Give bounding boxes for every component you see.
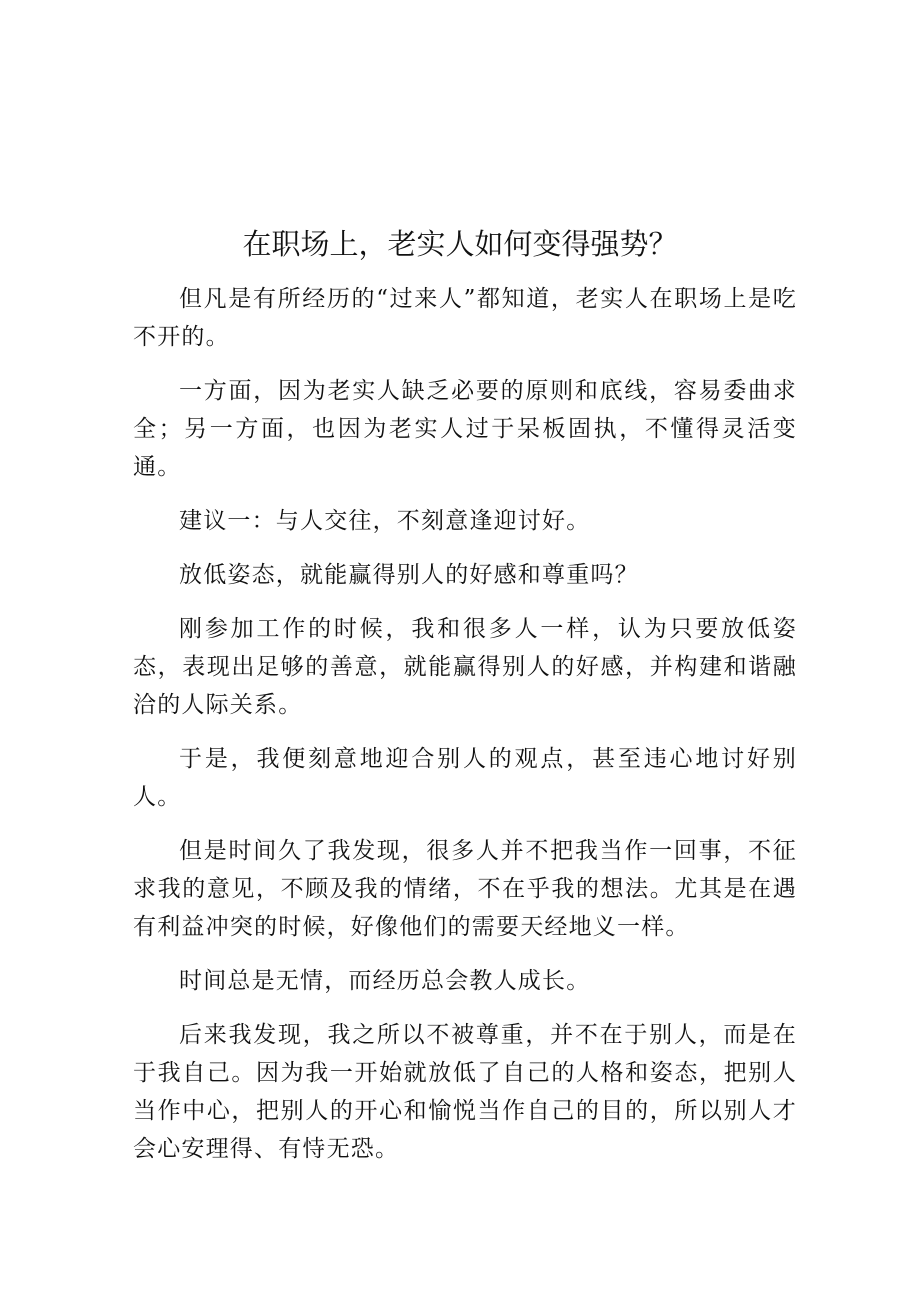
document-body bbox=[133, 280, 797, 1184]
paragraph: 时间总是无情，而经历总会教人成长。 bbox=[179, 968, 591, 994]
paragraph: 但凡是有所经历的“过来人”都知道，老实人在职场上是吃不开的。 bbox=[133, 286, 797, 350]
paragraph: 一方面，因为老实人缺乏必要的原则和底线，容易委曲求全；另一方面，也因为老实人过于呆板固执，不懂得灵活变通。 bbox=[133, 378, 797, 480]
document-title: 在职场上，老实人如何变得强势？ bbox=[242, 227, 678, 261]
paragraph: 放低姿态，就能赢得别人的好感和尊重吗？ bbox=[179, 562, 639, 588]
paragraph: 建议一：与人交往，不刻意逢迎讨好。 bbox=[179, 508, 591, 534]
paragraph: 后来我发现，我之所以不被尊重，并不在于别人，而是在于我自己。因为我一开始就放低了自己的人格和姿态，把别人当作中心，把别人的开心和愉悦当作自己的目的，所以别人才会心安理得、有恃无恐。 bbox=[133, 1022, 797, 1162]
paragraph: 于是，我便刻意地迎合别人的观点，甚至违心地讨好别人。 bbox=[133, 746, 797, 810]
paragraph: 但是时间久了我发现，很多人并不把我当作一回事，不征求我的意见，不顾及我的情绪，不在乎我的想法。尤其是在遇有利益冲突的时候，好像他们的需要天经地义一样。 bbox=[133, 838, 797, 940]
paragraph: 刚参加工作的时候，我和很多人一样，认为只要放低姿态，表现出足够的善意，就能赢得别人的好感，并构建和谐融洽的人际关系。 bbox=[133, 616, 797, 718]
